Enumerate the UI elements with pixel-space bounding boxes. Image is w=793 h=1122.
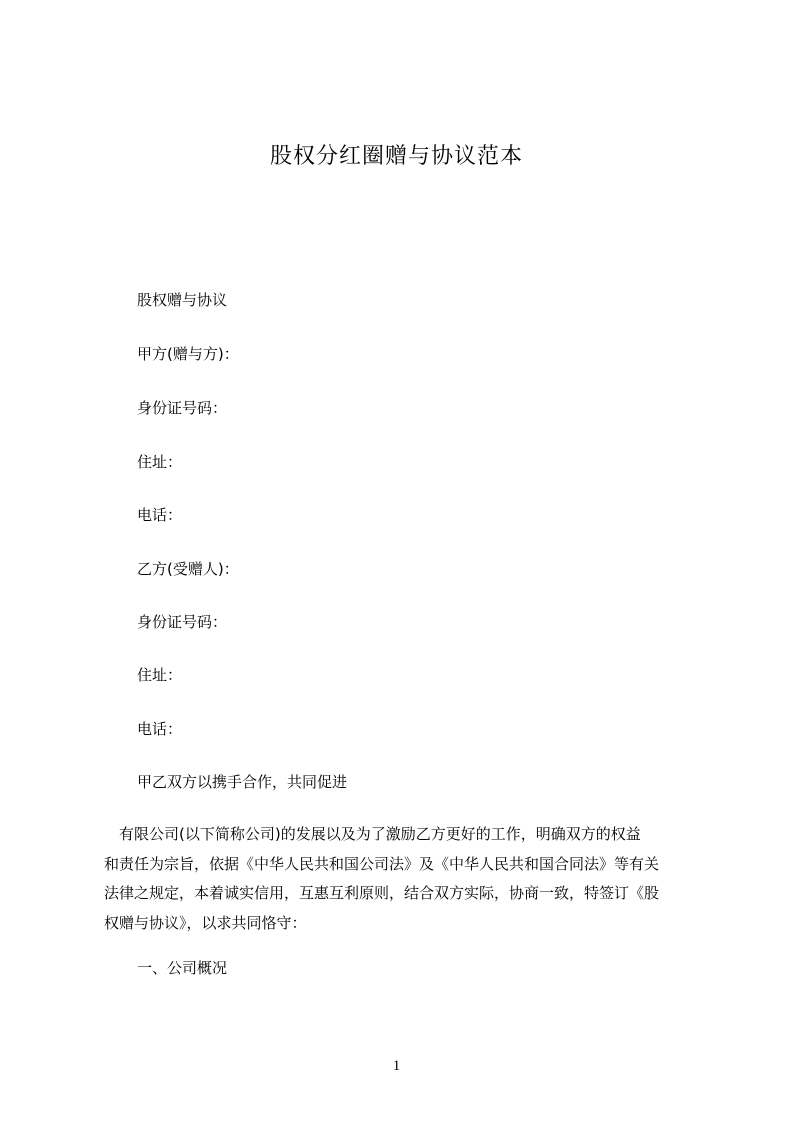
agreement-subtitle: 股权赠与协议 — [137, 291, 228, 309]
paragraph-line: 法律之规定，本着诚实信用，互惠互利原则，结合双方实际，协商一致，特签订《股 — [104, 884, 660, 902]
paragraph-line: 权赠与协议》，以求共同恪守： — [104, 913, 307, 932]
party-a-address-label: 住址： — [137, 453, 183, 471]
preamble-paragraph — [104, 820, 716, 938]
party-b-label: 乙方(受赠人)： — [137, 560, 239, 578]
paragraph-line: 有限公司(以下简称公司)的发展以及为了激励乙方更好的工作，明确双方的权益 — [104, 825, 641, 843]
document-title: 股权分红圈赠与协议范本 — [269, 144, 523, 169]
party-b-phone-label: 电话： — [137, 720, 183, 738]
party-b-address-label: 住址： — [137, 666, 183, 684]
page-number: 1 — [392, 1058, 401, 1074]
section-heading: 一、公司概况 — [137, 959, 228, 977]
party-a-id-label: 身份证号码： — [137, 399, 228, 417]
party-a-label: 甲方(赠与方)： — [137, 345, 239, 363]
paragraph-line: 和责任为宗旨，依据《中华人民共和国公司法》及《中华人民共和国合同法》等有关 — [104, 854, 660, 873]
cooperation-statement: 甲乙双方以携手合作，共同促进 — [137, 773, 348, 791]
party-b-id-label: 身份证号码： — [137, 613, 228, 631]
party-a-phone-label: 电话： — [137, 506, 183, 524]
